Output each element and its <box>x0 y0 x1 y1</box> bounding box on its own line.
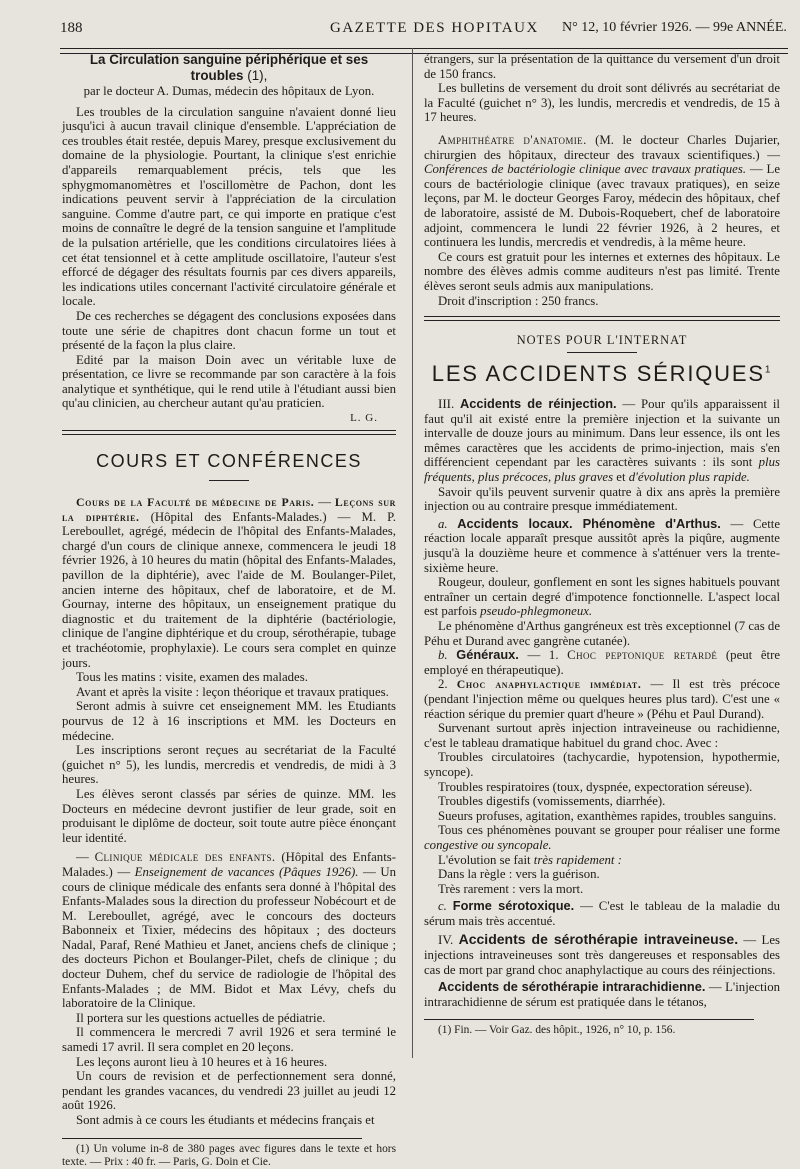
course-paragraph: Droit d'inscription : 250 francs. <box>438 293 599 308</box>
footnote-rule <box>424 1019 754 1020</box>
subsection-heading: Généraux. <box>456 647 519 663</box>
course-paragraph: Un cours de revision et de perfectionnement sera donné, pendant les grandes vacances, du vendredi 23 juillet au jeudi 12 août 1926. <box>62 1069 396 1113</box>
course-text: (Hôpital des Enfants-Malades.) — <box>62 850 396 879</box>
course-heading: Amphithéatre d'anatomie. <box>438 132 587 147</box>
course-paragraph: Il portera sur les questions actuelles de pédiatrie. <box>76 1010 326 1025</box>
issue-info: N° 12, 10 février 1926. — 99e ANNÉE. <box>562 20 787 35</box>
course-heading: Cours de la Faculté de médecine de Paris. <box>76 495 315 510</box>
footnote-rule <box>62 1138 362 1139</box>
body-paragraph: Savoir qu'ils peuvent survenir quatre à dix ans après la première injection ou au contraire presque immédiatement. <box>424 484 780 514</box>
section-title: COURS ET CONFÉRENCES <box>96 451 362 472</box>
course-paragraph: Les inscriptions seront reçues au secrétariat de la Faculté (guichet n° 5), les lundis, mercredis et vendredis, de midi à 3 heures. <box>62 743 396 787</box>
journal-title: GAZETTE DES HOPITAUX <box>330 20 539 36</box>
subsection-a: a. Accidents locaux. Phénomène d'Arthus. — Cette réaction locale apparaît presque aussitôt après la piqûre, augmente jusqu'à la douzième heure et commence à s'atténuer vers la trente-sixième heure. <box>424 515 781 575</box>
subsection-c: c. Forme sérotoxique. — C'est le tableau de la maladie du sérum mais très accentué. <box>424 898 780 928</box>
course-entry: Cours de la Faculté de médecine de Paris. — Leçons sur la diphtérie. (Hôpital des Enfants-Malades.) — M. P. Lereboullet, agrégé, médecin de l'hôpital des Enfants-Malades, chargé d'un cours de clinique annexe, commencera le jeudi 18 février 1926, à 10 heures du matin (hôpital des Enfants-Malades, pavillon de la diphtérie), avec l'aide de M. Boulanger-Pilet, ancien interne des hôpitaux, chef de laboratoire, et de M. Gournay, interne des hôpitaux, un enseignement pratique du diagnostic et du traitement de la diphtérie (bactériologie, clinique de l'angine diphtérique et du croup, sérothérapie, tubage et trachéotomie, prophylaxie). Le cours sera complet en quinze jours. <box>62 495 397 670</box>
course-paragraph: Seront admis à suivre cet enseignement MM. les Etudiants pourvus de 12 à 16 inscriptions et MM. les Docteurs en médecine. <box>62 699 396 743</box>
body-paragraph: Survenant surtout après injection intraveineuse ou rachidienne, c'est le tableau dramatique habituel du grand choc. Avec : <box>424 721 780 750</box>
section-rule-thin <box>424 320 780 321</box>
symptom-item: Troubles respiratoires (toux, dyspnée, expectoration séreuse). <box>438 779 753 794</box>
course-paragraph: Sont admis à ce cours les étudiants et médecins français et <box>76 1113 375 1127</box>
course-paragraph: Les bulletins de versement du droit sont délivrés au secrétariat de la Faculté (guichet n° 3), les lundis, mercredis et vendredis, de 15 à 17 heures. <box>424 81 780 125</box>
body-paragraph: L'évolution se fait très rapidement : <box>438 852 622 867</box>
review-paragraph: Les troubles de la circulation sanguine n'avaient donné lieu jusqu'ici à aucun travail clinique d'ensemble. L'appréciation de ces troubles était restée, depuis Marey, presque exclusivement du domaine de la physiologie. Pourtant, la clinique s'est enrichie d'appareils remarquablement précis, tels que les sphygmomanomètres et l'oscillomètre de Pachon, dont les indications peuvent servir à l'appréciation de la circulation sanguine. Comme d'autre part, ce qui importe en pratique c'est moins de connaître le degré de la tension sanguine et l'amplitude de la pulsation artérielle, que les conditions circulatoires liées à cet état tensionnel et à cette amplitude oscillatoire, l'auteur s'est efforcé de dégager des résultats fournis par ces divers appareils, les indications utiles concernant l'activité circulatoire générale et locale. <box>62 104 396 309</box>
subsection-heading: Accidents de réinjection. <box>460 396 617 412</box>
left-column <box>62 52 396 1169</box>
section-rule-thin <box>62 434 396 435</box>
course-text: — Le cours de bactériologie clinique (avec travaux pratiques), en seize leçons, par M. le docteur Georges Faroy, médecin des hôpitaux, chef de laboratoire, assisté de M. Dubois-Roquebert, chef de laboratoire adjoint, commencera le lundi 22 février 1926, à 2 heures, et continuera les lundis, mercredis et vendredis, à la même heure. <box>424 162 780 250</box>
review-paragraph: Edité par la maison Doin avec un véritable luxe de présentation, ce livre se recommande par son caractère à la fois analytique et synthétique, qui le rend utile à l'étudiant aussi bien qu'au clinicien, au chercheur autant qu'au praticien. <box>62 352 396 411</box>
footnote: (1) Un volume in-8 de 380 pages avec figures dans le texte et hors texte. — Prix : 40 fr. — Paris, G. Doin et Cie. <box>62 1142 396 1168</box>
page-header <box>0 14 800 42</box>
course-paragraph: Il commencera le mercredi 7 avril 1926 et sera terminé le samedi 17 avril. Il sera complet en 20 leçons. <box>62 1025 396 1055</box>
headline-note: 1 <box>764 364 773 376</box>
course-entry <box>424 133 780 250</box>
body-paragraph: Rougeur, douleur, gonflement en sont les signes habituels pouvant entraîner un certain degré d'impotence fonctionnelle. L'aspect local est parfois pseudo-phlegmoneux. <box>424 575 780 619</box>
section-rule <box>62 430 396 431</box>
review-signature: L. G. <box>350 412 378 425</box>
section-v: Accidents de sérothérapie intrarachidienne. — L'injection intrarachidienne de sérum est pratiquée dans le tétanos, <box>424 979 781 1009</box>
course-text: (Hôpital des Enfants-Malades.) — M. P. Lereboullet, agrégé, médecin de l'hôpital des Enfants-Malades, chargé d'un cours de clinique annexe, commencera le jeudi 18 février 1926, à 10 heures du matin (hôpital des Enfants-Malades, pavillon de la diphtérie), avec l'aide de M. Boulanger-Pilet, ancien interne des hôpitaux, chef de laboratoire, et de M. Gournay, interne des hôpitaux, un enseignement pratique du diagnostic et du traitement de la diphtérie (bactériologie, clinique de l'angine diphtérique et du croup, sérothérapie, tubage et trachéotomie, prophylaxie). Le cours sera complet en quinze jours. <box>62 509 397 670</box>
course-continuation: étrangers, sur la présentation de la quittance du versement d'un droit de 150 francs. <box>424 52 780 81</box>
footnote: (1) Fin. — Voir Gaz. des hôpit., 1926, n° 10, p. 156. <box>438 1024 676 1037</box>
page-number: 188 <box>60 20 83 36</box>
column-divider <box>412 48 413 1058</box>
course-paragraph: Tous les matins : visite, examen des malades. <box>76 670 308 685</box>
course-paragraph: Les élèves seront classés par séries de quinze. MM. les Docteurs en médecine devront justifier de leur grade, soit en produisant le diplôme de docteur, soit toute autre pièce énonçant leur identité. <box>62 786 396 845</box>
subsection-b: b. Généraux. — 1. Choc peptonique retardé (peut être employé en thérapeutique). <box>424 647 781 677</box>
notes-title: NOTES POUR L'INTERNAT <box>516 333 688 348</box>
notes-underline <box>567 352 637 353</box>
article-byline: par le docteur A. Dumas, médecin des hôpitaux de Lyon. <box>83 84 375 98</box>
right-column <box>424 52 780 1037</box>
section-iii: III. Accidents de réinjection. — Pour qu'ils apparaissent il faut qu'il ait existé entre la première injection et la suivante un intervalle de douze jours au minimum. Dans leur essence, ils ont les mêmes caractères que les accidents de primo-injection, mais s'en différencient cependant par les caractères suivants : ils sont plus fréquents, plus précoces, plus graves et d'évolution plus rapide. <box>424 396 780 485</box>
section-iv: IV. Accidents de sérothérapie intraveineuse. — Les injections intraveineuses sont très dangereuses et responsables des cas de mort par grand choc anaphylactique au cours des réinjections. <box>424 931 781 977</box>
evolution-item: Dans la règle : vers la guérison. <box>438 867 600 882</box>
review-paragraph: De ces recherches se dégagent des conclusions exposées dans toute une série de chapitres dont chacun forme un tout et présenté de la façon la plus claire. <box>62 308 396 353</box>
subsection-heading: Forme sérotoxique. <box>452 898 575 914</box>
symptom-item: Troubles circulatoires (tachycardie, hypotension, hypothermie, syncope). <box>424 750 780 779</box>
title-underline <box>209 480 249 481</box>
course-italic: Enseignement de vacances (Pâques 1926). <box>134 864 359 879</box>
course-paragraph: Les leçons auront lieu à 10 heures et à 16 heures. <box>76 1054 328 1069</box>
course-subheading: Leçons sur la diphtérie. <box>62 495 396 524</box>
evolution-item: Très rarement : vers la mort. <box>438 881 584 896</box>
body-paragraph: 2. Choc anaphylactique immédiat. — Il est très précoce (pendant l'injection même ou quelques heures plus tard). C'est une « réaction sérique du premier quart d'heure » (Péhu et Paul Durand). <box>424 677 780 721</box>
section-rule <box>424 316 780 317</box>
header-rule <box>60 48 788 49</box>
course-paragraph: Avant et après la visite : leçon théorique et travaux pratiques. <box>76 684 389 699</box>
subsection-heading: Accidents de sérothérapie intraveineuse. <box>458 931 739 948</box>
article-title-note: (1), <box>247 68 268 83</box>
article-headline: LES ACCIDENTS SÉRIQUES$^1$ <box>431 361 773 387</box>
article-title: La Circulation sanguine périphérique et ses troubles (1), <box>89 52 369 83</box>
course-heading: Clinique médicale des enfants. <box>94 850 276 865</box>
symptom-item: Sueurs profuses, agitation, exanthèmes rapides, troubles sanguins. <box>438 808 777 823</box>
course-text: (M. le docteur Charles Dujarier, chirurgien des hôpitaux, directeur des travaux scientifiques.) — <box>424 132 780 162</box>
body-paragraph: Le phénomène d'Arthus gangréneux est très exceptionnel (7 cas de Péhu et Durand avec gangrène cutanée). <box>424 619 780 648</box>
subsection-heading: Accidents de sérothérapie intrarachidienne. <box>438 979 706 995</box>
course-italic: Conférences de bactériologie clinique avec travaux pratiques. <box>424 162 747 177</box>
course-paragraph: Ce cours est gratuit pour les internes et externes des hôpitaux. Le nombre des élèves admis comme auditeurs n'est pas limité. Trente élèves seront seuls admis aux manipulations. <box>424 249 780 293</box>
course-entry: — Clinique médicale des enfants. (Hôpital des Enfants-Malades.) — Enseignement de vacances (Pâques 1926). — Un cours de clinique médicale des enfants sera donné à l'hôpital des Enfants-Malades sous la direction du professeur Nobécourt et de M. Lereboullet, agrégé, avec le concours des docteurs Babonneix et Tixier, médecins des hôpitaux ; des docteurs Nadal, Paraf, René Mathieu et Janet, anciens chefs de clinique ; des docteurs Pichon et Boulanger-Pilet, chefs de clinique ; du docteur Duhem, chef du service de radiologie de l'hôpital des Enfants-Malades ; de MM. Bidot et Max Lévy, chefs du laboratoire de la Clinique. <box>62 850 397 1011</box>
course-text: — Un cours de clinique médicale des enfants sera donné à l'hôpital des Enfants-Malades sous la direction du professeur Nobécourt et de M. Lereboullet, agrégé, avec le concours des docteurs Babonneix et Tixier, médecins des hôpitaux ; des docteurs Nadal, Paraf, René Mathieu et Janet, anciens chefs de clinique ; des docteurs Pichon et Boulanger-Pilet, chefs de clinique ; du docteur Duhem, chef du service de radiologie de l'hôpital des Enfants-Malades ; de MM. Bidot et Max Lévy, chefs du laboratoire de la Clinique. <box>62 864 397 1011</box>
symptom-item: Troubles digestifs (vomissements, diarrhée). <box>438 794 666 809</box>
body-paragraph: Tous ces phénomènes pouvant se grouper pour réaliser une forme congestive ou syncopale. <box>424 823 780 852</box>
subsection-heading: Accidents locaux. Phénomène d'Arthus. <box>457 515 721 531</box>
